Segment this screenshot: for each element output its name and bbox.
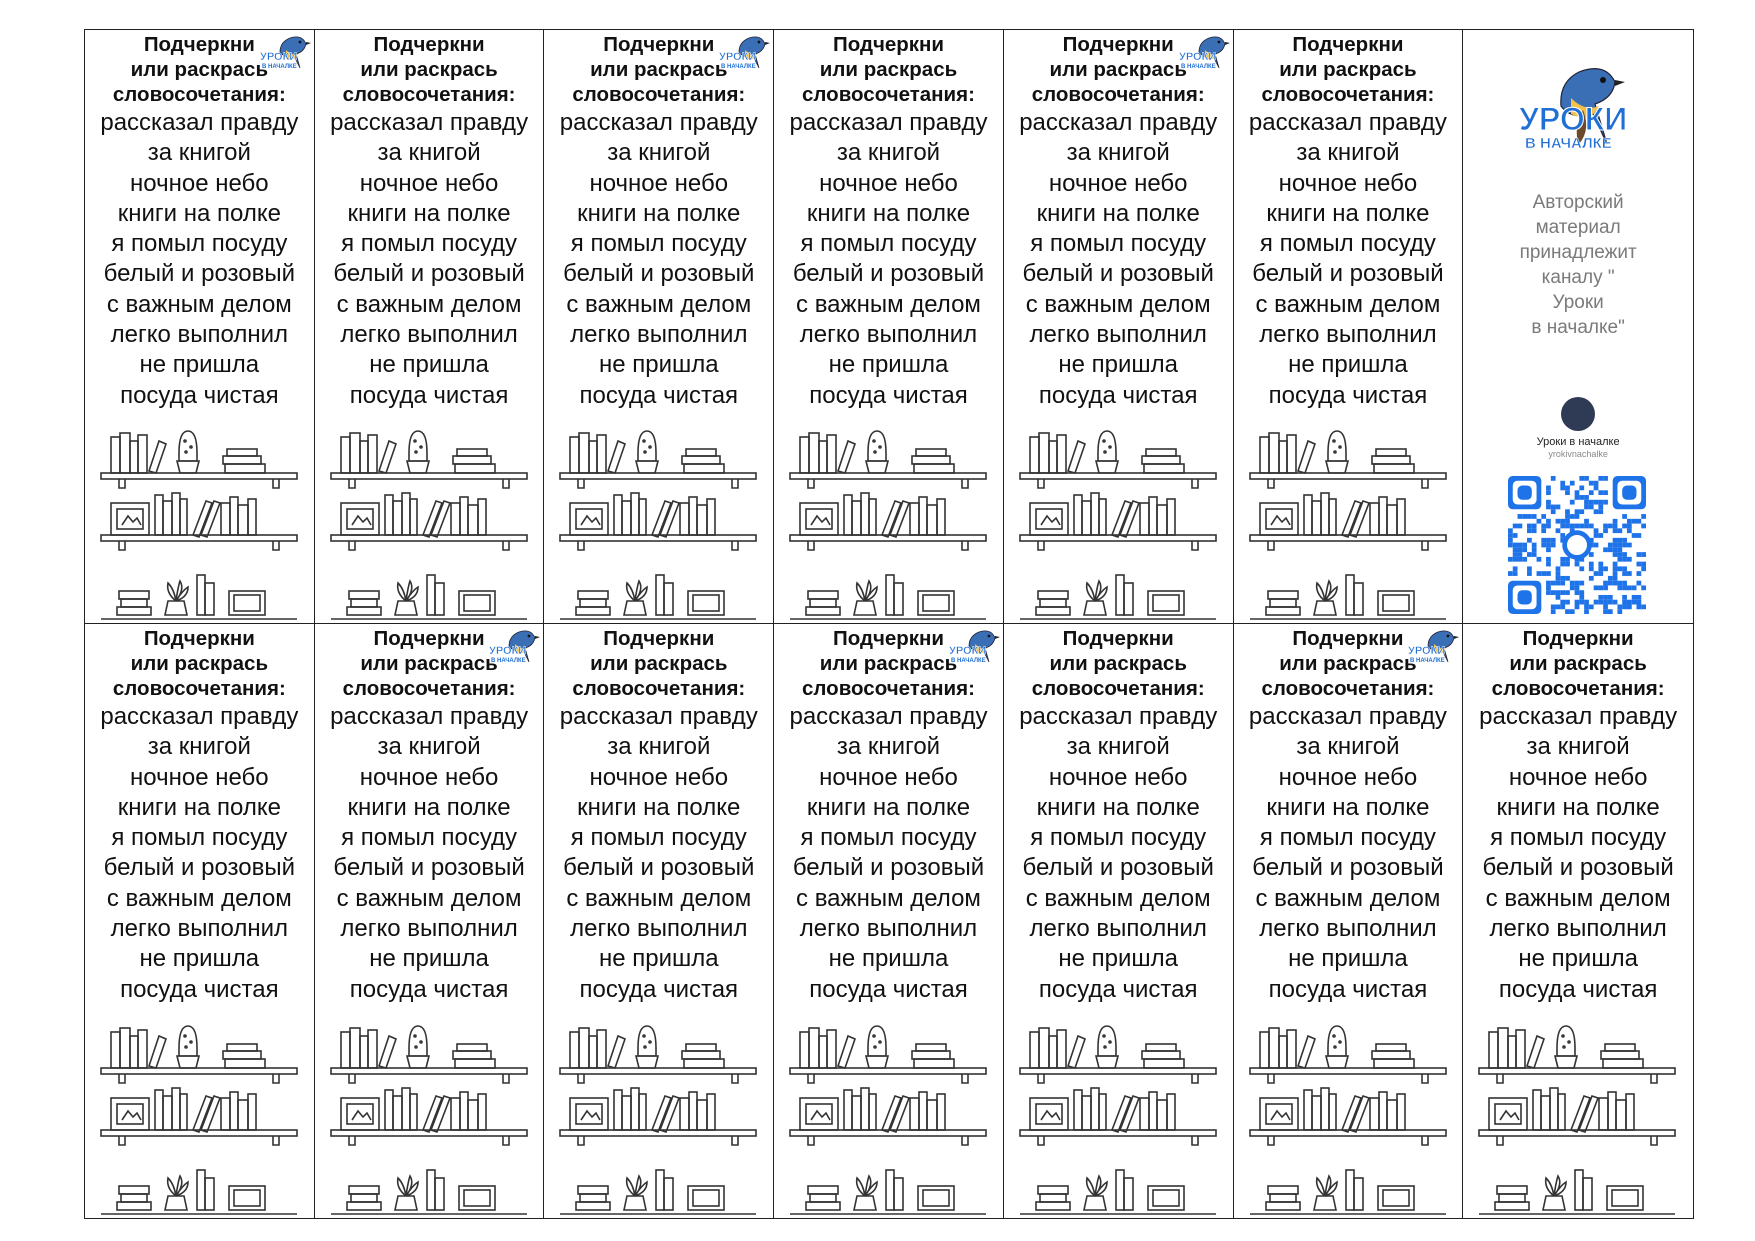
phrase: за книгой: [607, 139, 711, 167]
task-title: [544, 626, 773, 701]
phrase: ночное небо: [589, 763, 729, 791]
phrase: книги на полке: [347, 199, 511, 227]
phrase: не пришла: [369, 351, 489, 379]
phrase: посуда чистая: [1268, 381, 1428, 409]
task-title-line-1: Подчеркни: [603, 627, 715, 650]
bookmark-card: [544, 30, 774, 624]
phrase: ночное небо: [359, 763, 499, 791]
phrase: книги на полке: [806, 793, 971, 821]
task-title-line-1: Подчеркни: [373, 33, 485, 56]
phrase: не пришла: [369, 945, 489, 973]
phrase: книги на полке: [1496, 793, 1660, 821]
author-note-line: каналу ": [1541, 267, 1615, 288]
task-title-line-2: или раскрась: [819, 652, 958, 675]
phrase: белый и розовый: [1252, 260, 1444, 288]
phrase: посуда чистая: [579, 381, 739, 409]
phrase: рассказал правду: [1479, 703, 1678, 730]
phrase: белый и розовый: [792, 260, 985, 288]
phrase: легко выполнил: [1029, 915, 1207, 943]
svg-text:УРОКИ: УРОКИ: [1408, 645, 1446, 657]
qr-code-icon[interactable]: [1508, 476, 1646, 614]
phrase: посуда чистая: [809, 381, 968, 409]
phrase: посуда чистая: [120, 381, 279, 409]
phrase: посуда чистая: [1268, 975, 1428, 1003]
task-title-line-2: или раскрась: [1509, 652, 1647, 675]
bookshelf-icon: [97, 423, 301, 623]
phrase: я помыл посуду: [1259, 824, 1436, 852]
author-note: [1463, 190, 1693, 340]
phrase: ночное небо: [1508, 763, 1648, 791]
phrase: не пришла: [1058, 351, 1179, 379]
svg-text:В НАЧАЛКЕ: В НАЧАЛКЕ: [950, 658, 986, 664]
phrase-list: [1234, 702, 1463, 1005]
author-info-card: [1463, 30, 1693, 624]
bookshelf-icon: [786, 423, 990, 623]
bookshelf-icon: [556, 1018, 760, 1218]
bookshelf-icon: [327, 423, 531, 623]
phrase: легко выполнил: [340, 321, 518, 349]
phrase: не пришла: [1288, 351, 1408, 379]
phrase: рассказал правду: [789, 109, 988, 136]
task-title-line-2: или раскрась: [360, 58, 498, 81]
svg-text:В НАЧАЛКЕ: В НАЧАЛКЕ: [491, 658, 527, 664]
task-title-line-3: словосочетания:: [1261, 83, 1435, 106]
phrase: с важным делом: [106, 884, 292, 912]
phrase: я помыл посуду: [341, 824, 518, 852]
phrase: легко выполнил: [340, 915, 518, 943]
author-note-line: в началке": [1531, 317, 1625, 338]
svg-text:УРОКИ: УРОКИ: [489, 645, 527, 657]
task-title-line-2: или раскрась: [130, 58, 269, 81]
phrase: легко выполнил: [570, 321, 748, 349]
channel-avatar: [1561, 397, 1595, 431]
brand-logo-icon: [1179, 32, 1231, 76]
author-note-line: Авторский: [1532, 192, 1624, 213]
phrase: я помыл посуду: [1259, 230, 1436, 258]
phrase: с важным делом: [1485, 884, 1671, 912]
phrase: посуда чистая: [579, 975, 739, 1003]
brand-logo-icon: [489, 626, 541, 670]
bookmark-card: [1234, 30, 1464, 624]
phrase: я помыл посуду: [1030, 824, 1207, 852]
phrase: не пришла: [598, 351, 719, 379]
phrase: белый и розовый: [1022, 260, 1214, 288]
bookshelf-icon: [1016, 423, 1220, 623]
svg-text:УРОКИ: УРОКИ: [1519, 101, 1628, 137]
phrase: не пришла: [828, 945, 949, 973]
phrase: рассказал правду: [100, 109, 299, 136]
task-title-line-3: словосочетания:: [1261, 677, 1435, 700]
task-title-line-1: Подчеркни: [1062, 33, 1174, 56]
phrase: я помыл посуду: [800, 824, 977, 852]
phrase-list: [315, 108, 544, 411]
task-title-line-2: или раскрась: [1049, 58, 1187, 81]
phrase: книги на полке: [1266, 199, 1430, 227]
phrase: рассказал правду: [789, 703, 988, 730]
phrase: рассказал правду: [1019, 703, 1218, 730]
bookmark-card: [774, 624, 1004, 1218]
task-title: [85, 626, 314, 701]
task-title: [1234, 32, 1463, 107]
phrase: посуда чистая: [1038, 381, 1198, 409]
phrase: ночное небо: [1278, 169, 1418, 197]
task-title-line-2: или раскрась: [1279, 652, 1417, 675]
svg-text:УРОКИ: УРОКИ: [719, 51, 757, 63]
bookshelf-icon: [786, 1018, 990, 1218]
phrase: легко выполнил: [110, 915, 289, 943]
phrase-list: [85, 702, 314, 1005]
phrase: белый и розовый: [333, 854, 525, 882]
phrase: книги на полке: [347, 793, 511, 821]
phrase: книги на полке: [806, 199, 971, 227]
phrase: с важным делом: [336, 290, 522, 318]
phrase: рассказал правду: [559, 703, 758, 730]
bookshelf-icon: [1246, 423, 1450, 623]
bookshelf-icon: [327, 1018, 531, 1218]
phrase: с важным делом: [1255, 290, 1441, 318]
phrase: за книгой: [1296, 733, 1400, 761]
phrase: рассказал правду: [559, 109, 758, 136]
svg-text:В НАЧАЛКЕ: В НАЧАЛКЕ: [1180, 64, 1216, 70]
phrase: белый и розовый: [792, 854, 985, 882]
brand-logo-icon: [719, 32, 771, 76]
phrase: ночное небо: [819, 763, 958, 791]
phrase: ночное небо: [589, 169, 729, 197]
channel-name: Уроки в началке: [1536, 436, 1620, 448]
phrase-list: [774, 702, 1003, 1005]
phrase: с важным делом: [1025, 290, 1211, 318]
phrase: я помыл посуду: [341, 230, 518, 258]
phrase-list: [1004, 108, 1233, 411]
phrase: ночное небо: [359, 169, 499, 197]
svg-text:В НАЧАЛКЕ: В НАЧАЛКЕ: [1525, 135, 1613, 152]
bookmark-card: [774, 30, 1004, 624]
task-title-line-3: словосочетания:: [342, 83, 516, 106]
author-note-line: материал: [1535, 217, 1621, 238]
phrase: белый и розовый: [1482, 854, 1674, 882]
task-title-line-3: словосочетания:: [572, 677, 746, 700]
channel-block: [1463, 397, 1693, 459]
phrase: легко выполнил: [1259, 915, 1437, 943]
phrase: не пришла: [139, 351, 260, 379]
phrase: ночное небо: [1048, 169, 1188, 197]
phrase: с важным делом: [106, 290, 292, 318]
phrase: легко выполнил: [799, 321, 978, 349]
phrase: ночное небо: [1048, 763, 1188, 791]
task-title-line-1: Подчеркни: [1062, 627, 1174, 650]
phrase: с важным делом: [1255, 884, 1441, 912]
phrase: книги на полке: [1036, 199, 1200, 227]
phrase: за книгой: [147, 733, 251, 761]
task-title-line-3: словосочетания:: [1491, 677, 1665, 700]
phrase: книги на полке: [577, 199, 741, 227]
bookmark-card: [315, 30, 545, 624]
phrase: белый и розовый: [1252, 854, 1444, 882]
task-title-line-3: словосочетания:: [802, 677, 975, 700]
phrase-list: [315, 702, 544, 1005]
channel-handle: yrokivnachalke: [1548, 449, 1608, 459]
phrase: белый и розовый: [333, 260, 525, 288]
phrase: за книгой: [836, 139, 941, 167]
task-title-line-3: словосочетания:: [112, 677, 286, 700]
bookmark-card: [544, 624, 774, 1218]
phrase: белый и розовый: [1022, 854, 1214, 882]
task-title: [1004, 626, 1233, 701]
task-title-line-1: Подчеркни: [603, 33, 715, 56]
bookshelf-icon: [97, 1018, 301, 1218]
bookmark-card: [85, 30, 315, 624]
phrase: с важным делом: [1025, 884, 1211, 912]
task-title: [1463, 626, 1693, 701]
task-title: [774, 32, 1003, 107]
phrase: книги на полке: [1266, 793, 1430, 821]
bookshelf-icon: [556, 423, 760, 623]
bookmark-card: [315, 624, 545, 1218]
phrase: не пришла: [1518, 945, 1638, 973]
bookmark-card: [85, 624, 315, 1218]
phrase: книги на полке: [117, 199, 281, 227]
task-title-line-3: словосочетания:: [112, 83, 286, 106]
phrase: не пришла: [1058, 945, 1179, 973]
task-title-line-3: словосочетания:: [572, 83, 746, 106]
phrase: за книгой: [1066, 139, 1170, 167]
phrase: книги на полке: [117, 793, 281, 821]
phrase: легко выполнил: [1259, 321, 1437, 349]
task-title: [315, 32, 544, 107]
task-title-line-2: или раскрась: [590, 58, 728, 81]
svg-text:УРОКИ: УРОКИ: [259, 51, 297, 63]
phrase: я помыл посуду: [111, 230, 288, 258]
phrase: за книгой: [1526, 733, 1630, 761]
bookshelf-icon: [1246, 1018, 1450, 1218]
task-title-line-2: или раскрась: [819, 58, 958, 81]
phrase: рассказал правду: [330, 109, 529, 136]
phrase: с важным делом: [796, 884, 981, 912]
phrase-list: [1004, 702, 1233, 1005]
phrase: легко выполнил: [799, 915, 978, 943]
task-title-line-3: словосочетания:: [342, 677, 516, 700]
phrase: за книгой: [1066, 733, 1170, 761]
phrase: посуда чистая: [809, 975, 968, 1003]
phrase-list: [544, 108, 773, 411]
phrase: книги на полке: [577, 793, 741, 821]
phrase: с важным делом: [566, 290, 752, 318]
phrase: не пришла: [598, 945, 719, 973]
author-note-line: принадлежит: [1519, 242, 1637, 263]
phrase: легко выполнил: [570, 915, 748, 943]
bookmark-card: [1004, 30, 1234, 624]
phrase-list: [544, 702, 773, 1005]
phrase: посуда чистая: [1498, 975, 1658, 1003]
phrase: посуда чистая: [120, 975, 279, 1003]
phrase: с важным делом: [796, 290, 981, 318]
task-title-line-2: или раскрась: [130, 652, 269, 675]
phrase: белый и розовый: [563, 260, 755, 288]
phrase: я помыл посуду: [111, 824, 288, 852]
svg-text:В НАЧАЛКЕ: В НАЧАЛКЕ: [261, 64, 297, 70]
phrase: за книгой: [147, 139, 251, 167]
phrase: я помыл посуду: [570, 824, 747, 852]
brand-logo-icon: [260, 32, 312, 76]
phrase: легко выполнил: [1489, 915, 1667, 943]
brand-logo-icon: [1408, 626, 1460, 670]
task-title-line-3: словосочетания:: [802, 83, 975, 106]
phrase: не пришла: [828, 351, 949, 379]
bookmark-sheet: [84, 29, 1694, 1219]
bookmark-card: [1463, 624, 1693, 1218]
task-title-line-1: Подчеркни: [1522, 627, 1634, 650]
phrase: легко выполнил: [110, 321, 289, 349]
phrase: рассказал правду: [1248, 109, 1447, 136]
author-note-line: Уроки: [1552, 292, 1604, 313]
bookshelf-icon: [1475, 1018, 1679, 1218]
phrase: рассказал правду: [1248, 703, 1447, 730]
phrase: с важным делом: [566, 884, 752, 912]
bookmark-card: [1234, 624, 1464, 1218]
phrase: рассказал правду: [100, 703, 299, 730]
phrase-list: [1463, 702, 1693, 1005]
phrase-list: [85, 108, 314, 411]
phrase: я помыл посуду: [800, 230, 977, 258]
task-title-line-1: Подчеркни: [373, 627, 485, 650]
phrase: за книгой: [607, 733, 711, 761]
phrase: я помыл посуду: [1030, 230, 1207, 258]
task-title-line-1: Подчеркни: [1292, 627, 1404, 650]
phrase: посуда чистая: [1038, 975, 1198, 1003]
task-title-line-1: Подчеркни: [832, 33, 945, 56]
phrase: я помыл посуду: [1490, 824, 1667, 852]
phrase: за книгой: [836, 733, 941, 761]
task-title-line-1: Подчеркни: [143, 33, 255, 56]
phrase: не пришла: [1288, 945, 1408, 973]
task-title-line-2: или раскрась: [1049, 652, 1187, 675]
task-title-line-2: или раскрась: [590, 652, 728, 675]
brand-logo-icon: [949, 626, 1001, 670]
phrase: с важным делом: [336, 884, 522, 912]
task-title-line-2: или раскрась: [1279, 58, 1417, 81]
task-title-line-3: словосочетания:: [1031, 677, 1205, 700]
phrase: легко выполнил: [1029, 321, 1207, 349]
phrase: рассказал правду: [330, 703, 529, 730]
task-title-line-1: Подчеркни: [832, 627, 945, 650]
phrase: я помыл посуду: [570, 230, 747, 258]
task-title-line-1: Подчеркни: [143, 627, 255, 650]
phrase-list: [1234, 108, 1463, 411]
phrase: за книгой: [377, 139, 481, 167]
phrase: ночное небо: [819, 169, 958, 197]
phrase: посуда чистая: [349, 381, 509, 409]
phrase: белый и розовый: [563, 854, 755, 882]
phrase: за книгой: [377, 733, 481, 761]
phrase: посуда чистая: [349, 975, 509, 1003]
phrase: рассказал правду: [1019, 109, 1218, 136]
svg-text:В НАЧАЛКЕ: В НАЧАЛКЕ: [1410, 658, 1445, 664]
task-title-line-3: словосочетания:: [1031, 83, 1205, 106]
phrase: ночное небо: [1278, 763, 1418, 791]
phrase: ночное небо: [130, 169, 269, 197]
bookshelf-icon: [1016, 1018, 1220, 1218]
svg-text:УРОКИ: УРОКИ: [948, 645, 987, 657]
phrase: белый и розовый: [103, 260, 296, 288]
phrase-list: [774, 108, 1003, 411]
phrase: ночное небо: [130, 763, 269, 791]
phrase: за книгой: [1296, 139, 1400, 167]
task-title-line-1: Подчеркни: [1292, 33, 1404, 56]
svg-text:УРОКИ: УРОКИ: [1178, 51, 1216, 63]
brand-logo-icon: [1513, 60, 1643, 172]
bookmark-card: [1004, 624, 1234, 1218]
phrase: белый и розовый: [103, 854, 296, 882]
svg-text:В НАЧАЛКЕ: В НАЧАЛКЕ: [721, 64, 756, 70]
task-title-line-2: или раскрась: [360, 652, 498, 675]
phrase: книги на полке: [1036, 793, 1200, 821]
phrase: не пришла: [139, 945, 260, 973]
